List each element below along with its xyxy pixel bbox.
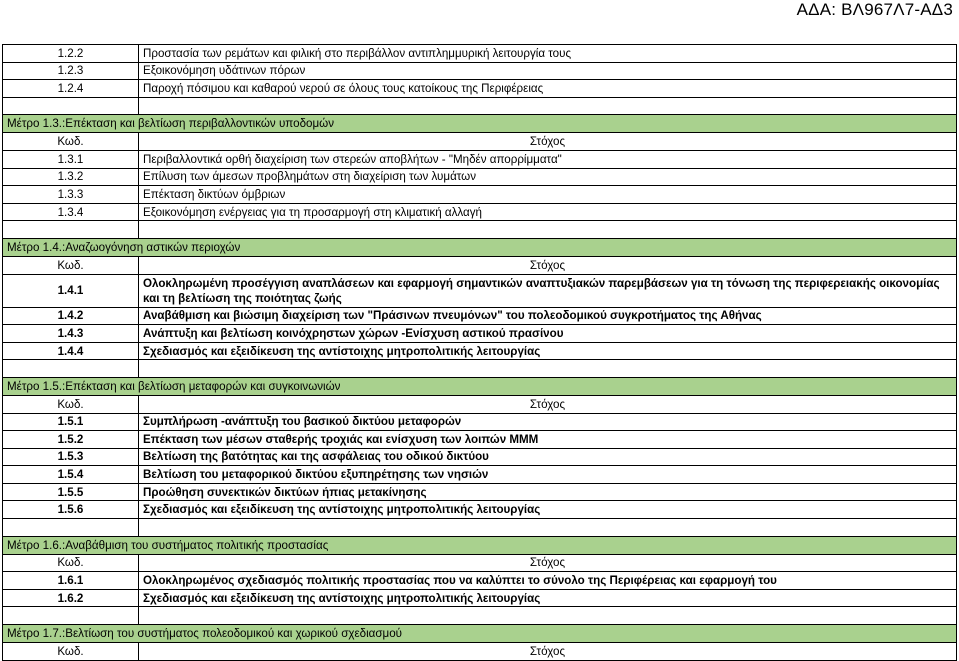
objective-text: Σχεδιασμός και εξειδίκευση της αντίστοιχης μητροπολιτικής λειτουργίας bbox=[139, 589, 957, 607]
objective-text: Επέκταση των μέσων σταθερής τροχιάς και ενίσχυση των λοιπών ΜΜΜ bbox=[139, 431, 957, 449]
objective-code: 1.4.4 bbox=[3, 342, 139, 360]
code-column-header: Κωδ. bbox=[3, 554, 139, 572]
objective-row bbox=[3, 448, 957, 466]
measure-title: Μέτρο 1.4.:Αναζωογόνηση αστικών περιοχών bbox=[3, 238, 957, 256]
spacer-cell bbox=[139, 519, 957, 537]
objective-code: 1.6.1 bbox=[3, 572, 139, 590]
objective-code: 1.4.2 bbox=[3, 307, 139, 325]
objective-text: Σχεδιασμός και εξειδίκευση της αντίστοιχης μητροπολιτικής λειτουργίας bbox=[139, 342, 957, 360]
code-column-header: Κωδ. bbox=[3, 133, 139, 151]
objective-code: 1.3.4 bbox=[3, 203, 139, 221]
objective-row bbox=[3, 431, 957, 449]
objective-code: 1.5.1 bbox=[3, 413, 139, 431]
objective-text: Παροχή πόσιμου και καθαρού νερού σε όλους τους κατοίκους της Περιφέρειας bbox=[139, 80, 957, 98]
measure-heading-row bbox=[3, 536, 957, 554]
objective-code: 1.4.1 bbox=[3, 274, 139, 307]
spacer-cell bbox=[3, 519, 139, 537]
objective-column-header: Στόχος bbox=[139, 643, 957, 661]
spacer-row bbox=[3, 607, 957, 625]
objective-row bbox=[3, 325, 957, 343]
objective-code: 1.4.3 bbox=[3, 325, 139, 343]
objective-text: Εξοικονόμηση ενέργειας για τη προσαρμογή στη κλιματική αλλαγή bbox=[139, 203, 957, 221]
objectives-table bbox=[2, 44, 957, 661]
objective-code: 1.6.2 bbox=[3, 589, 139, 607]
objective-code: 1.5.3 bbox=[3, 448, 139, 466]
objective-row bbox=[3, 589, 957, 607]
objective-column-header: Στόχος bbox=[139, 395, 957, 413]
objective-row bbox=[3, 572, 957, 590]
objective-text: Εξοικονόμηση υδάτινων πόρων bbox=[139, 62, 957, 80]
objective-row bbox=[3, 501, 957, 519]
objective-code: 1.3.3 bbox=[3, 186, 139, 204]
measure-heading-row bbox=[3, 625, 957, 643]
code-column-header: Κωδ. bbox=[3, 395, 139, 413]
column-header-row bbox=[3, 256, 957, 274]
objective-text: Προώθηση συνεκτικών δικτύων ήπιας μετακίνησης bbox=[139, 483, 957, 501]
objective-text: Βελτίωση της βατότητας και της ασφάλειας του οδικού δικτύου bbox=[139, 448, 957, 466]
spacer-cell bbox=[3, 221, 139, 239]
objective-text: Ολοκληρωμένος σχεδιασμός πολιτικής προστασίας που να καλύπτει το σύνολο της Περιφέρειας και εφαρμογή του bbox=[139, 572, 957, 590]
objective-row bbox=[3, 342, 957, 360]
spacer-cell bbox=[3, 360, 139, 378]
objective-code: 1.5.2 bbox=[3, 431, 139, 449]
objective-row bbox=[3, 413, 957, 431]
objective-text: Προστασία των ρεμάτων και φιλική στο περιβάλλον αντιπλημμυρική λειτουργία τους bbox=[139, 45, 957, 63]
column-header-row bbox=[3, 395, 957, 413]
code-column-header: Κωδ. bbox=[3, 643, 139, 661]
objective-code: 1.3.2 bbox=[3, 168, 139, 186]
spacer-row bbox=[3, 519, 957, 537]
measure-title: Μέτρο 1.3.:Επέκταση και βελτίωση περιβαλλοντικών υποδομών bbox=[3, 115, 957, 133]
measure-heading-row bbox=[3, 238, 957, 256]
measure-title: Μέτρο 1.6.:Αναβάθμιση του συστήματος πολιτικής προστασίας bbox=[3, 536, 957, 554]
objective-code: 1.5.5 bbox=[3, 483, 139, 501]
measure-title: Μέτρο 1.5.:Επέκταση και βελτίωση μεταφορών και συγκοινωνιών bbox=[3, 377, 957, 395]
objective-code: 1.3.1 bbox=[3, 150, 139, 168]
measure-heading-row bbox=[3, 377, 957, 395]
objective-code: 1.2.3 bbox=[3, 62, 139, 80]
column-header-row bbox=[3, 554, 957, 572]
column-header-row bbox=[3, 133, 957, 151]
objective-row bbox=[3, 150, 957, 168]
spacer-cell bbox=[139, 360, 957, 378]
objective-text: Σχεδιασμός και εξειδίκευση της αντίστοιχης μητροπολιτικής λειτουργίας bbox=[139, 501, 957, 519]
measure-title: Μέτρο 1.7.:Βελτίωση του συστήματος πολεοδομικού και χωρικού σχεδιασμού bbox=[3, 625, 957, 643]
objective-row bbox=[3, 274, 957, 307]
spacer-cell bbox=[3, 97, 139, 115]
objective-row bbox=[3, 203, 957, 221]
objective-column-header: Στόχος bbox=[139, 554, 957, 572]
spacer-cell bbox=[3, 607, 139, 625]
objectives-table-body bbox=[3, 45, 957, 661]
objective-column-header: Στόχος bbox=[139, 133, 957, 151]
spacer-cell bbox=[139, 97, 957, 115]
objective-row bbox=[3, 62, 957, 80]
spacer-cell bbox=[139, 607, 957, 625]
objective-code: 1.5.4 bbox=[3, 466, 139, 484]
objective-row bbox=[3, 186, 957, 204]
objective-text: Ολοκληρωμένη προσέγγιση αναπλάσεων και εφαρμογή σημαντικών αναπτυξιακών παρεμβάσεων για τη τόνωση της περιφερειακής οικονομίας και τη βελτίωση της ποιότητας ζωής bbox=[139, 274, 957, 307]
document-reference-code: ΑΔΑ: ΒΛ967Λ7-ΑΔ3 bbox=[796, 0, 953, 19]
objective-row bbox=[3, 80, 957, 98]
column-header-row bbox=[3, 643, 957, 661]
objective-code: 1.2.4 bbox=[3, 80, 139, 98]
objective-text: Βελτίωση του μεταφορικού δικτύου εξυπηρέτησης των νησιών bbox=[139, 466, 957, 484]
objective-column-header: Στόχος bbox=[139, 256, 957, 274]
code-column-header: Κωδ. bbox=[3, 256, 139, 274]
measure-heading-row bbox=[3, 115, 957, 133]
spacer-row bbox=[3, 360, 957, 378]
objective-row bbox=[3, 483, 957, 501]
objective-text: Επέκταση δικτύων όμβριων bbox=[139, 186, 957, 204]
objective-text: Περιβαλλοντικά ορθή διαχείριση των στερεών αποβλήτων - "Μηδέν απορρίμματα" bbox=[139, 150, 957, 168]
spacer-row bbox=[3, 97, 957, 115]
spacer-cell bbox=[139, 221, 957, 239]
objective-row bbox=[3, 168, 957, 186]
objective-text: Αναβάθμιση και βιώσιμη διαχείριση των "Πράσινων πνευμόνων" του πολεοδομικού συγκροτήματος της Αθήνας bbox=[139, 307, 957, 325]
objective-text: Επίλυση των άμεσων προβλημάτων στη διαχείριση των λυμάτων bbox=[139, 168, 957, 186]
objective-text: Συμπλήρωση -ανάπτυξη του βασικού δικτύου μεταφορών bbox=[139, 413, 957, 431]
objective-row bbox=[3, 45, 957, 63]
objective-row bbox=[3, 466, 957, 484]
objective-text: Ανάπτυξη και βελτίωση κοινόχρηστων χώρων -Ενίσχυση αστικού πρασίνου bbox=[139, 325, 957, 343]
objective-code: 1.5.6 bbox=[3, 501, 139, 519]
objective-code: 1.2.2 bbox=[3, 45, 139, 63]
objective-row bbox=[3, 307, 957, 325]
spacer-row bbox=[3, 221, 957, 239]
